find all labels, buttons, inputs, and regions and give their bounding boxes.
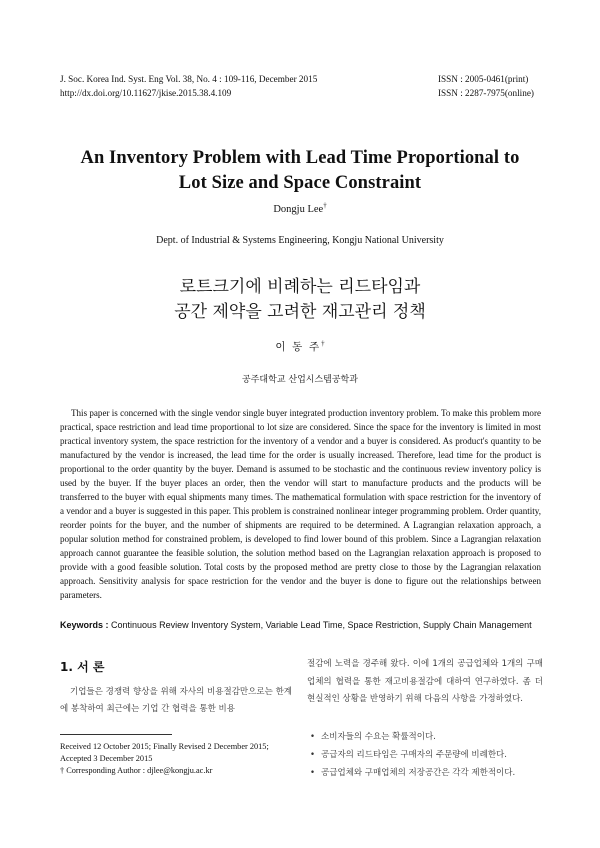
- footnote-divider: [60, 734, 172, 735]
- title-english: [0, 146, 600, 196]
- issn-online: ISSN : 2287-7975(online): [438, 88, 534, 98]
- keywords-label: Keywords :: [60, 620, 109, 630]
- title-korean-line2: 공간 제약을 고려한 재고관리 정책: [174, 302, 426, 322]
- corresponding-mark: †: [323, 201, 327, 210]
- issn-block: [438, 72, 534, 100]
- list-item: • 소비자들의 수요는 확률적이다.: [310, 728, 550, 746]
- affiliation-korean: 공주대학교 산업시스템공학과: [242, 375, 358, 385]
- introduction-right-paragraph: 절감에 노력을 경주해 왔다. 이에 1개의 공급업체와 1개의 구매업체의 협력을 통한 재고비용절감에 대하여 연구하였다. 좀 더 현실적인 상황을 반영하기 위해 다음의 사항을 가정하였다.: [307, 659, 543, 704]
- abstract: This paper is concerned with the single vendor single buyer integrated production inventory problem. To make this problem more practical, space restriction and lead time proportional to lot size are considered. Since the space for the inventory is limited in most practical inventory system, the space restriction for the inventory of a vendor and a buyer is considered. As product's quantity to be manufactured by the vendor is increased, the lead time for the order is usually increased. Therefore, lead time for the product is proportional to the order quantity by the buyer. Demand is assumed to be stochastic and the continuous review inventory policy is used by the buyer. If the buyer places an order, then the vendor will start to manufacture products and the products will be transferred to the buyer with equal shipments many times. The mathematical formulation with space restriction for the inventory of a vendor and a buyer is suggested in this paper. This problem is constrained nonlinear integer programming problem. Order quantity, reorder points for the buyer, and the number of shipments are required to be determined. A Lagrangian relaxation approach, a popular solution method for constrained problem, is developed to find lower bound of this problem. Since a Lagrangian relaxation approach cannot guarantee the feasible solution, the solution method based on the Lagrangian relaxation approach is proposed to provide with a good feasible solution. Total costs by the proposed method are pretty close to those by the Lagrangian relaxation approach. Sensitivity analysis for space restriction for the vendor and the buyer is done to figure out the relationships between parameters.: [60, 408, 541, 600]
- title-english-line2: Lot Size and Space Constraint: [178, 173, 422, 193]
- keywords-text: Continuous Review Inventory System, Variable Lead Time, Space Restriction, Supply Chain Management: [111, 620, 532, 630]
- issn-print: ISSN : 2005-0461(print): [438, 74, 529, 84]
- author-name-korean: 이 동 주: [275, 342, 322, 353]
- keywords: [60, 620, 541, 630]
- doi-link[interactable]: http://dx.doi.org/10.11627/jkise.2015.38.4.109: [60, 88, 232, 98]
- title-english-line1: An Inventory Problem with Lead Time Proportional to: [80, 148, 520, 168]
- author-name-english: Dongju Lee: [273, 204, 324, 215]
- list-item: • 공급자의 리드타임은 구매자의 주문량에 비례한다.: [310, 746, 550, 764]
- journal-citation: J. Soc. Korea Ind. Syst. Eng Vol. 38, No. 4 : 109-116, December 2015: [60, 74, 318, 84]
- section-heading-introduction: 1. 서 론: [60, 660, 105, 674]
- corresponding-mark-korean: †: [321, 339, 325, 348]
- assumption-list: [310, 728, 550, 782]
- introduction-left-paragraph: 기업들은 경쟁력 향상을 위해 자사의 비용절감만으로는 한계에 봉착하여 최근에는 기업 간 협력을 통한 비용: [60, 687, 292, 714]
- affiliation-english: Dept. of Industrial & Systems Engineering, Kongju National University: [156, 235, 444, 246]
- title-korean: [0, 275, 600, 325]
- author-korean: [0, 339, 600, 354]
- journal-header: [60, 72, 317, 100]
- list-item: • 공급업체와 구매업체의 저장공간은 각각 제한적이다.: [310, 764, 550, 782]
- footnotes: [60, 741, 300, 777]
- footnote-corresponding: † Corresponding Author : djlee@kongju.ac.kr: [60, 766, 213, 775]
- author-english: [0, 201, 600, 215]
- footnote-accepted: Accepted 3 December 2015: [60, 754, 153, 763]
- footnote-received: Received 12 October 2015; Finally Revised 2 December 2015;: [60, 742, 269, 751]
- title-korean-line1: 로트크기에 비례하는 리드타임과: [179, 277, 421, 297]
